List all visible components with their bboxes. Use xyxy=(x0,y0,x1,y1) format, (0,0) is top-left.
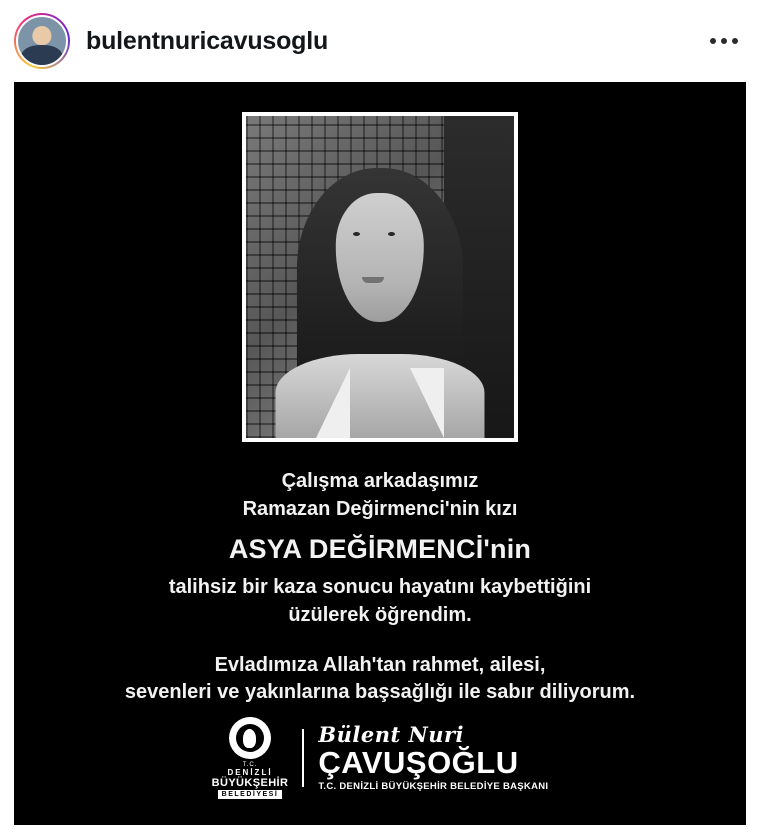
avatar[interactable] xyxy=(14,13,70,69)
message-line: Evladımıza Allah'tan rahmet, ailesi, xyxy=(214,653,546,676)
photo-frame xyxy=(242,112,518,442)
crest-mark xyxy=(229,717,271,759)
photo-eye-left xyxy=(353,232,360,236)
profile-avatar-icon xyxy=(16,15,68,67)
username-label[interactable]: bulentnuricavusoglu xyxy=(86,26,329,55)
more-options-icon[interactable] xyxy=(706,30,742,52)
crest-line-belediyesi: BELEDİYESİ xyxy=(218,790,283,799)
logo-lockup xyxy=(212,717,549,799)
mayor-title: T.C. DENİZLİ BÜYÜKŞEHİR BELEDİYE BAŞKANI xyxy=(318,781,549,793)
message-line: Ramazan Değirmenci'nin kızı xyxy=(242,497,518,520)
more-dot xyxy=(710,38,716,44)
post-header xyxy=(0,0,760,82)
message-line: Çalışma arkadaşımız xyxy=(281,470,479,492)
condolence-message xyxy=(14,468,746,707)
more-dot xyxy=(721,38,727,44)
photo-collar-right xyxy=(410,368,444,438)
message-gap xyxy=(46,630,714,652)
crest-line-denizli: DENİZLİ xyxy=(227,768,273,777)
logo-divider xyxy=(302,729,304,787)
message-line: sevenleri ve yakınlarına başsağlığı ile sabır diliyorum. xyxy=(124,681,636,704)
photo-collar-left xyxy=(316,368,350,438)
more-dot xyxy=(732,38,738,44)
mayor-surname: ÇAVUŞOĞLU xyxy=(318,745,519,781)
crest-line-tc: T.C. xyxy=(242,762,258,768)
message-line: üzülerek öğrendim. xyxy=(288,604,472,627)
message-line: talihsiz bir kaza sonucu hayatını kaybettiğini xyxy=(168,576,592,599)
denizli-municipality-crest-icon xyxy=(212,717,289,799)
photo-mouth xyxy=(362,277,384,283)
crest-line-buyuksehir: BÜYÜKŞEHİR xyxy=(211,777,289,789)
portrait-photo xyxy=(246,116,514,438)
mayor-first-name: Bülent Nuri xyxy=(318,722,464,748)
message-emphasis: ASYA DEĞİRMENCİ'nin xyxy=(228,534,532,565)
photo-eye-right xyxy=(388,232,395,236)
photo-jacket xyxy=(275,354,484,438)
post-media[interactable] xyxy=(14,82,746,825)
mayor-name-block xyxy=(318,724,548,792)
